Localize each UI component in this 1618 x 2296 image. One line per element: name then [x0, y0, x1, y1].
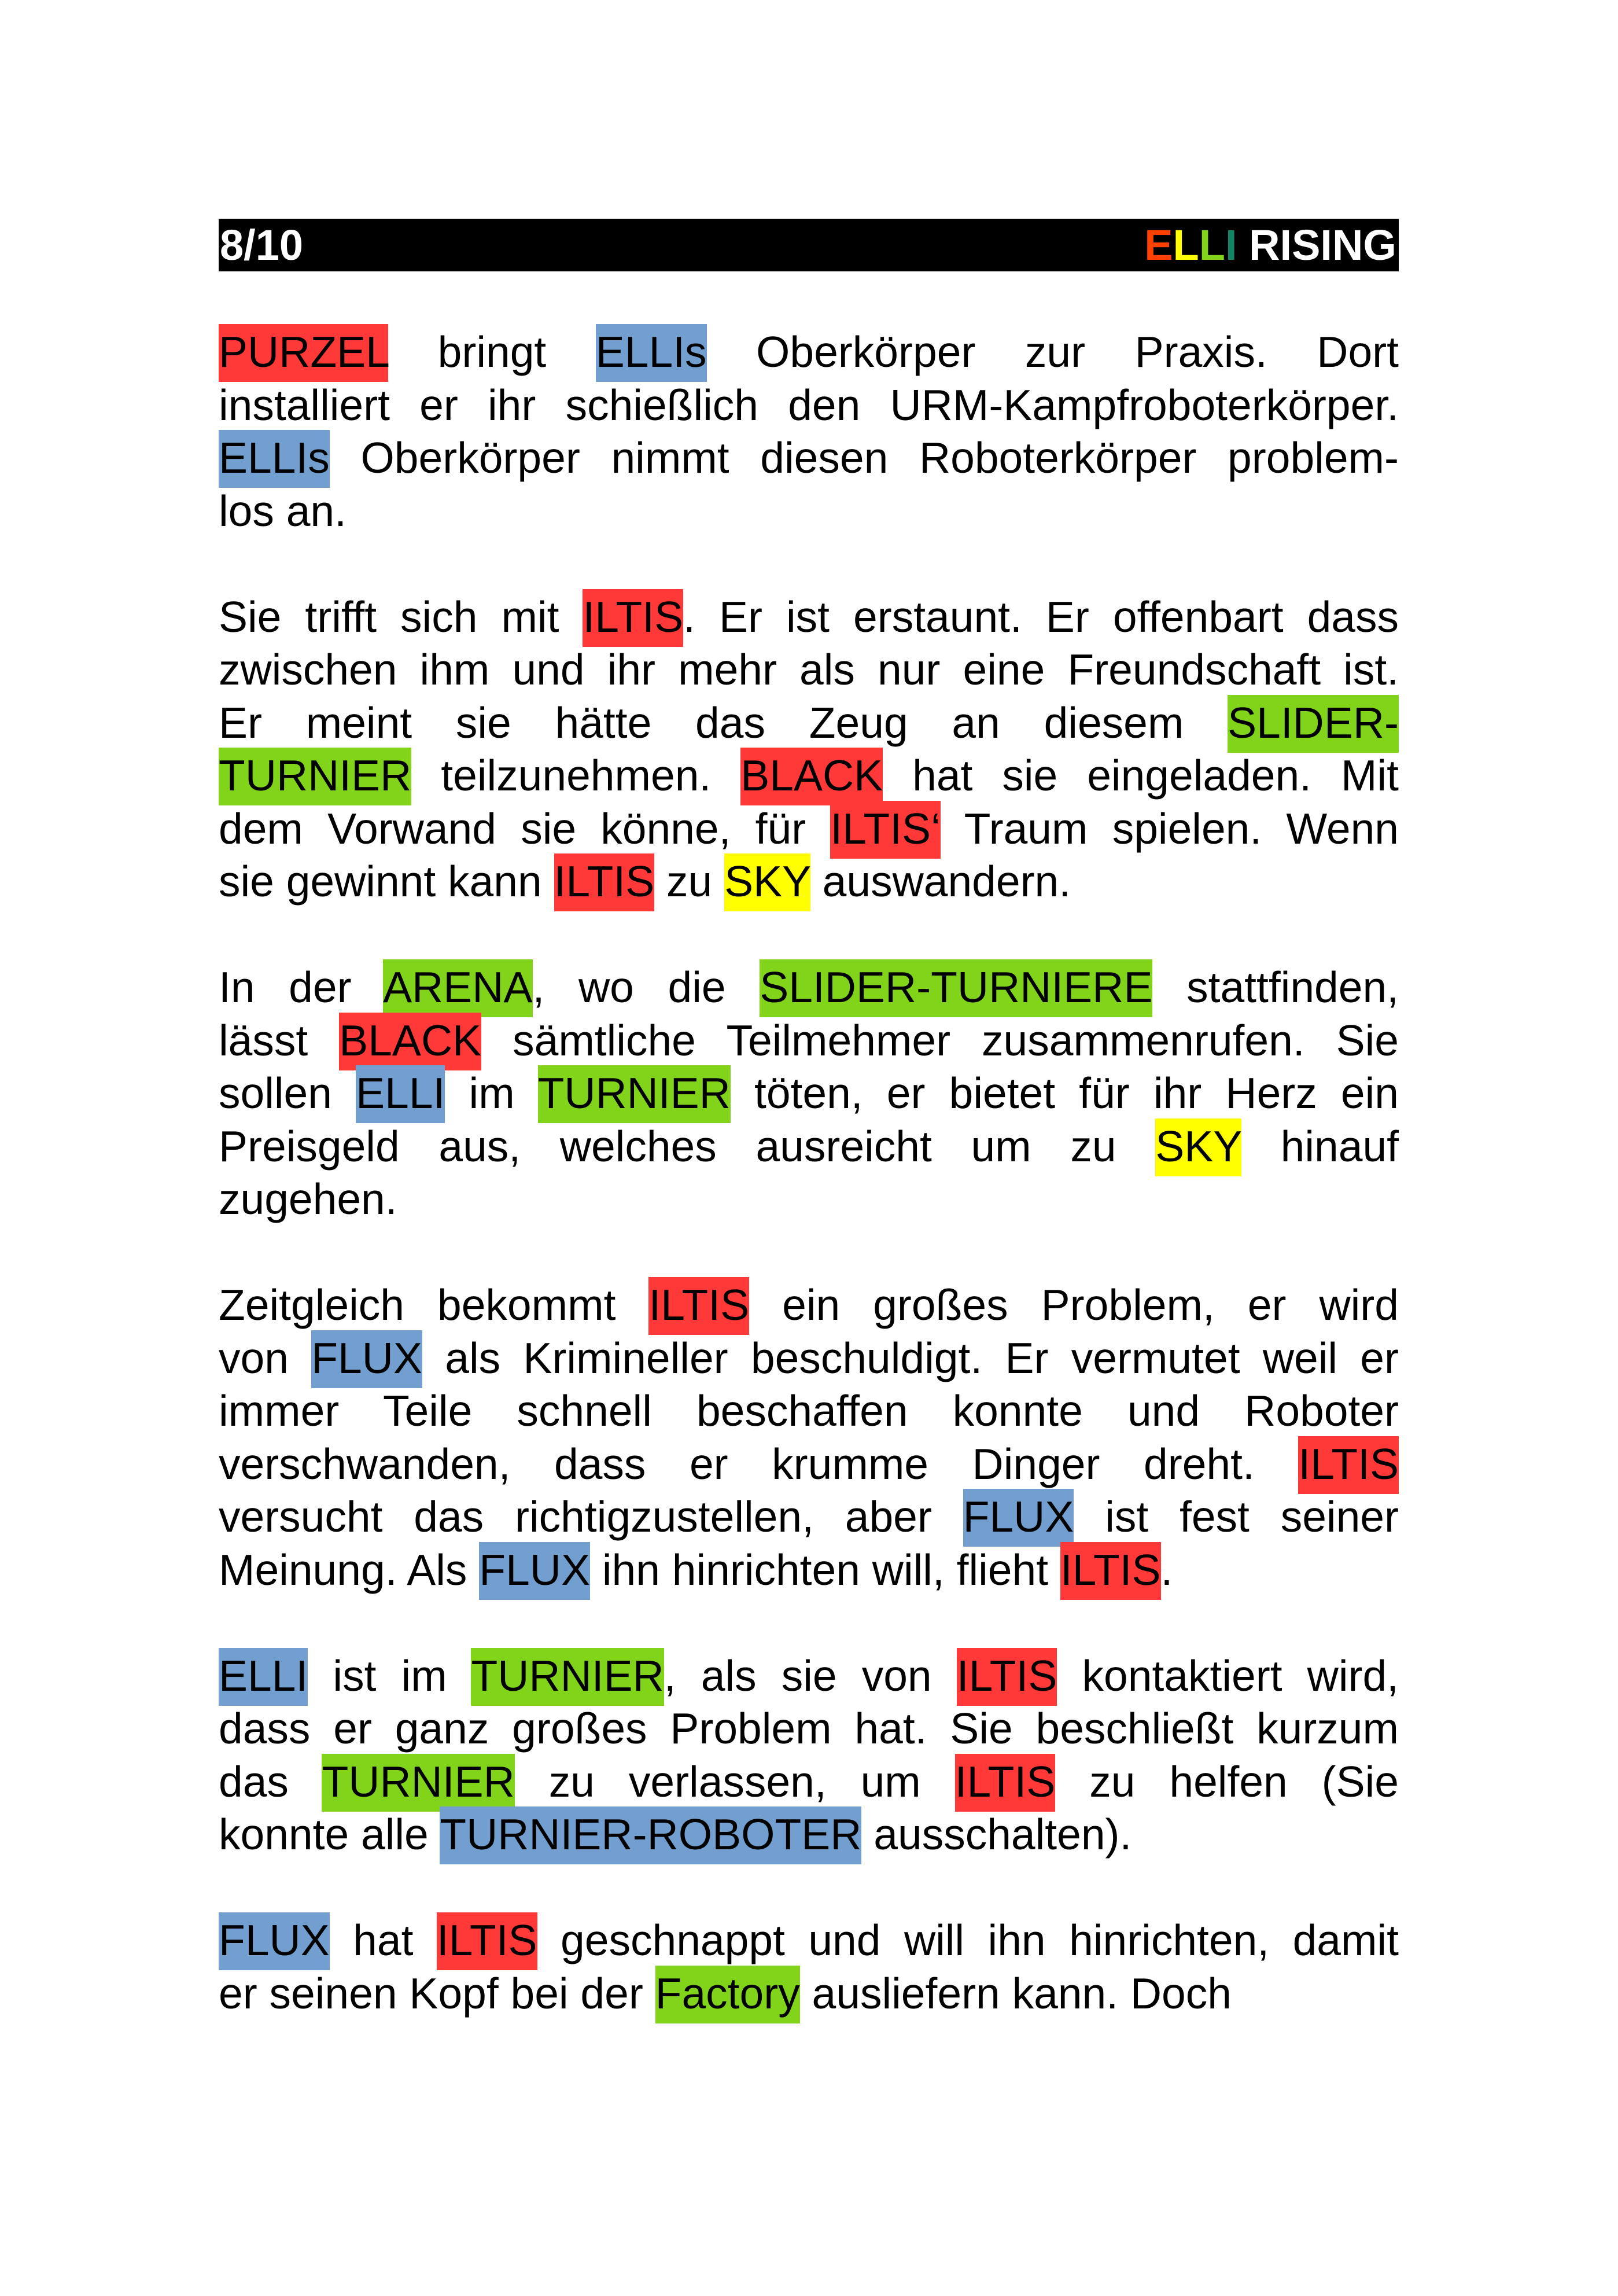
text-line — [219, 1544, 1399, 1597]
page-number: 8/10 — [220, 221, 304, 269]
text-line — [219, 643, 1399, 697]
text-run: im — [445, 1069, 538, 1117]
text-run: Zeitgleich bekommt — [219, 1281, 649, 1329]
text-run: ist fest seiner — [1074, 1492, 1399, 1541]
paragraph — [219, 1650, 1399, 1861]
body-text — [219, 326, 1399, 2020]
text-line — [219, 379, 1399, 432]
text-run: hat — [329, 1916, 437, 1964]
highlighted-name: ARENA — [383, 959, 532, 1017]
highlighted-name: SLIDER-TURNIERE — [760, 959, 1152, 1017]
text-line — [219, 1279, 1399, 1332]
text-run: immer Teile schnell beschaffen konnte und Roboter — [219, 1386, 1399, 1435]
title-colored-letters — [1144, 219, 1237, 271]
highlighted-name: ILTIS — [583, 589, 683, 647]
highlighted-name: ILTIS‘ — [830, 801, 940, 859]
text-run: Traum spielen. Wenn — [940, 804, 1399, 853]
text-run: geschnappt und will ihn hinrichten, damit — [537, 1916, 1399, 1964]
text-run: von — [219, 1333, 312, 1382]
text-run: In der — [219, 963, 384, 1011]
text-run: , wo die — [532, 963, 760, 1011]
text-run: Oberkörper zur Praxis. Dort — [706, 328, 1399, 376]
title-letter: L — [1173, 221, 1199, 269]
text-run: Meinung. Als — [219, 1545, 480, 1594]
text-run: kontaktiert wird, — [1057, 1651, 1399, 1700]
text-run: ein großes Problem, er wird — [749, 1281, 1399, 1329]
text-run: zwischen ihm und ihr mehr als nur eine Freundschaft ist. — [219, 645, 1399, 694]
text-line — [219, 1120, 1399, 1173]
text-run: dass er ganz großes Problem hat. Sie beschließt kurzum — [219, 1704, 1399, 1753]
text-run: sämtliche Teilmehmer zusammenrufen. Sie — [481, 1015, 1399, 1065]
highlighted-name: ILTIS — [437, 1912, 537, 1970]
text-run: hat sie eingeladen. Mit — [883, 751, 1399, 800]
text-run: teilzunehmen. — [411, 751, 741, 800]
text-line — [219, 1067, 1399, 1120]
highlighted-name: ILTIS — [1060, 1542, 1161, 1600]
text-line — [219, 803, 1399, 856]
text-run: sie gewinnt kann — [219, 857, 554, 906]
text-run: Oberkörper nimmt diesen Roboterkörper problem- — [329, 433, 1399, 482]
highlighted-name: FLUX — [219, 1912, 330, 1970]
highlighted-name: SKY — [724, 853, 810, 911]
title-rest: RISING — [1237, 221, 1396, 269]
highlighted-name: TURNIER — [471, 1648, 664, 1706]
text-run: Er meint sie hätte das Zeug an diesem — [219, 698, 1228, 747]
text-line — [219, 326, 1399, 379]
highlighted-name: TURNIER — [322, 1754, 514, 1812]
title-letter: I — [1225, 221, 1237, 269]
text-run: zu verlassen, um — [514, 1757, 955, 1806]
text-run: ausliefern kann. Doch — [799, 1968, 1232, 2018]
text-line — [219, 1967, 1399, 2021]
text-line — [219, 1491, 1399, 1544]
text-line — [219, 749, 1399, 803]
text-line — [219, 485, 1399, 538]
highlighted-name: ILTIS — [957, 1648, 1057, 1706]
highlighted-name: TURNIER-ROBOTER — [440, 1806, 861, 1864]
text-run: lässt — [219, 1015, 340, 1065]
text-run: bringt — [388, 328, 596, 376]
text-run: ist im — [308, 1651, 471, 1700]
text-run: Sie trifft sich mit — [219, 592, 583, 641]
title-letter: E — [1144, 221, 1173, 269]
highlighted-name: Factory — [655, 1966, 800, 2023]
text-run: verschwanden, dass er krumme Dinger dreht. — [219, 1439, 1299, 1488]
highlighted-name: FLUX — [311, 1330, 422, 1388]
text-run: ausschalten). — [861, 1810, 1132, 1859]
text-run: stattfinden, — [1152, 963, 1399, 1011]
highlighted-name: TURNIER — [538, 1065, 731, 1123]
text-run: . Er ist erstaunt. Er offenbart dass — [683, 592, 1399, 641]
text-run: . — [1160, 1545, 1173, 1594]
paragraph — [219, 961, 1399, 1226]
text-run: , als sie von — [664, 1651, 957, 1700]
highlighted-name: ILTIS — [955, 1754, 1056, 1812]
text-run: das — [219, 1757, 322, 1806]
header-bar — [219, 219, 1399, 271]
highlighted-name: SLIDER- — [1228, 695, 1399, 753]
text-run: los an. — [219, 486, 347, 535]
highlighted-name: FLUX — [479, 1542, 590, 1600]
text-run: zugehen. — [219, 1175, 397, 1223]
text-line — [219, 1173, 1399, 1226]
text-line — [219, 1650, 1399, 1703]
text-run: er seinen Kopf bei der — [219, 1968, 655, 2018]
paragraph — [219, 1914, 1399, 2020]
paragraph — [219, 1279, 1399, 1596]
highlighted-name: BLACK — [339, 1013, 481, 1070]
text-line — [219, 855, 1399, 908]
text-line — [219, 1385, 1399, 1438]
text-line — [219, 697, 1399, 750]
text-run: konnte alle — [219, 1810, 440, 1859]
highlighted-name: TURNIER — [219, 748, 411, 805]
paragraph — [219, 326, 1399, 538]
highlighted-name: ILTIS — [554, 853, 655, 911]
text-run: töten, er bietet für ihr Herz ein — [730, 1069, 1399, 1117]
text-line — [219, 1702, 1399, 1756]
text-line — [219, 1756, 1399, 1809]
document-title — [1144, 219, 1396, 271]
text-line — [219, 1014, 1399, 1068]
text-run: ihn hinrichten will, flieht — [589, 1545, 1060, 1594]
title-letter: L — [1199, 221, 1225, 269]
highlighted-name: SKY — [1155, 1118, 1241, 1176]
highlighted-name: ILTIS — [648, 1277, 749, 1335]
paragraph — [219, 591, 1399, 908]
text-line — [219, 1438, 1399, 1491]
text-line — [219, 432, 1399, 485]
text-line — [219, 1914, 1399, 1967]
text-run: als Krimineller beschuldigt. Er vermutet weil er — [422, 1333, 1399, 1382]
text-line — [219, 961, 1399, 1014]
highlighted-name: PURZEL — [219, 324, 388, 382]
text-run: versucht das richtigzustellen, aber — [219, 1492, 963, 1541]
text-run: installiert er ihr schießlich den URM-Kampfroboterkörper. — [219, 380, 1399, 429]
text-run: zu — [654, 857, 725, 906]
text-run: zu helfen (Sie — [1055, 1757, 1399, 1806]
text-run: Preisgeld aus, welches ausreicht um zu — [219, 1121, 1156, 1171]
text-run: sollen — [219, 1069, 356, 1117]
highlighted-name: ELLI — [219, 1648, 308, 1706]
text-run: hinauf — [1241, 1121, 1399, 1171]
highlighted-name: ELLIs — [596, 324, 707, 382]
text-run: auswandern. — [810, 857, 1071, 906]
highlighted-name: ILTIS — [1298, 1436, 1399, 1494]
highlighted-name: ELLIs — [219, 430, 330, 488]
document-page — [219, 219, 1399, 2073]
highlighted-name: ELLI — [356, 1065, 445, 1123]
text-line — [219, 1808, 1399, 1861]
text-line — [219, 1332, 1399, 1385]
text-line — [219, 591, 1399, 644]
highlighted-name: BLACK — [740, 748, 883, 805]
text-run: dem Vorwand sie könne, für — [219, 804, 831, 853]
highlighted-name: FLUX — [963, 1489, 1074, 1547]
